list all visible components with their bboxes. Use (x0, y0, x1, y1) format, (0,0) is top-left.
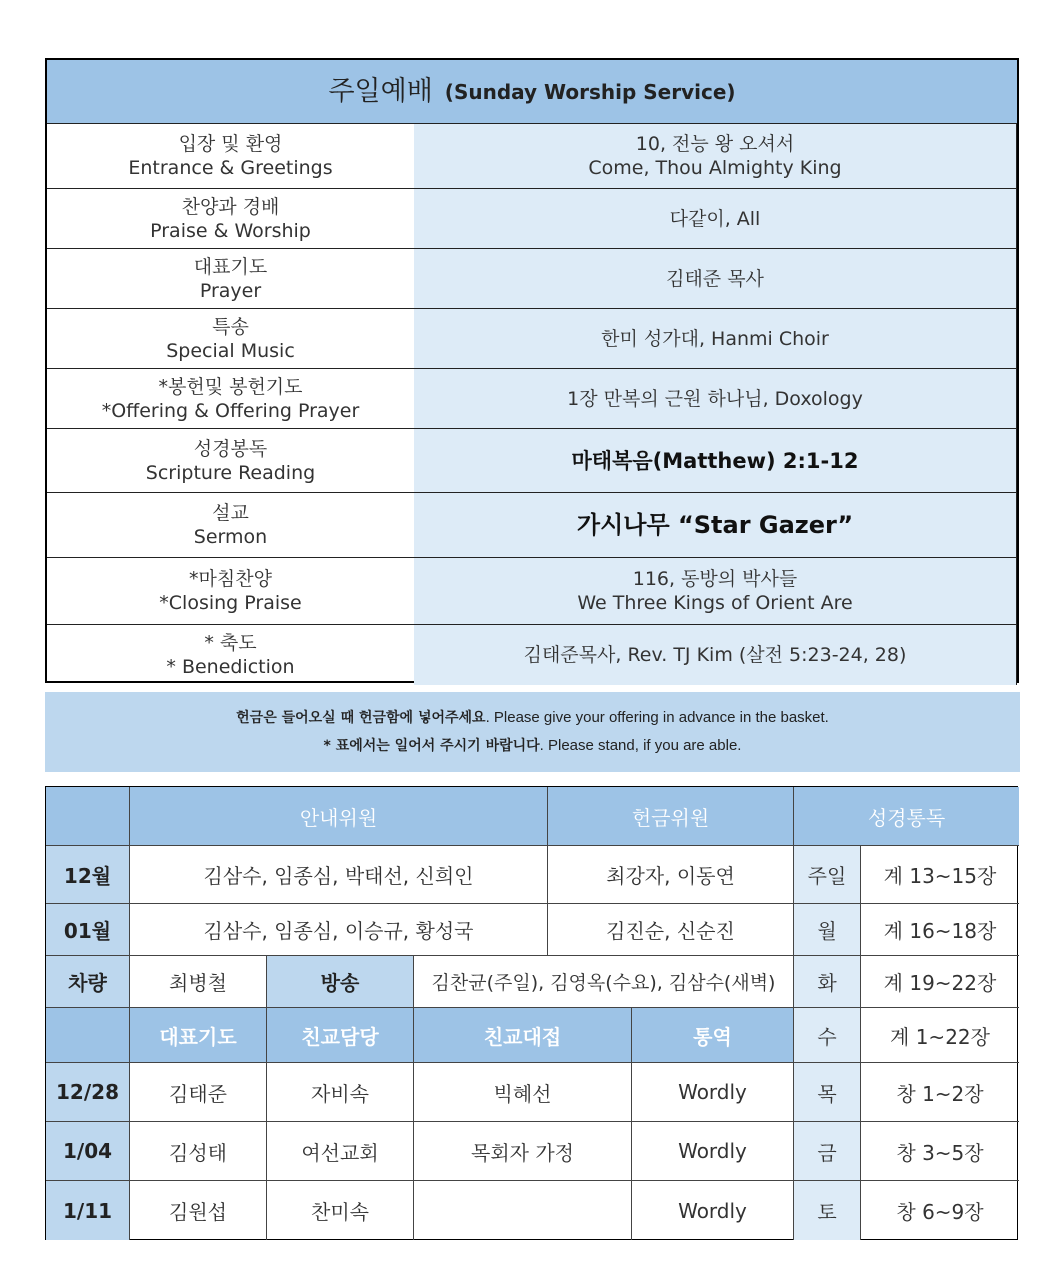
reading-day: 주일 (794, 846, 861, 904)
value: 1장 만복의 근원 하나님, Doxology (567, 387, 863, 410)
subheader-prayer: 대표기도 (130, 1008, 267, 1063)
label-en: Prayer (199, 279, 262, 302)
value-en: We Three Kings of Orient Are (577, 592, 853, 614)
header-ushers: 안내위원 (130, 787, 548, 846)
week-prayer: 김태준 (130, 1063, 267, 1122)
order-value-sermon (414, 493, 1017, 558)
reading-chapters: 창 3~5장 (861, 1122, 1019, 1181)
order-label-praise (47, 189, 414, 249)
value-ko: 116, 동방의 박사들 (632, 568, 798, 590)
order-value-offering (414, 369, 1017, 429)
value: 김태준목사, Rev. TJ Kim (살전 5:23-24, 28) (523, 644, 907, 666)
label-en: *Closing Praise (159, 592, 302, 614)
week-prayer: 김원섭 (130, 1181, 267, 1240)
reading-chapters: 창 6~9장 (896, 1200, 984, 1224)
duty-table (45, 786, 1018, 1240)
worship-order-table (45, 58, 1019, 683)
ushers-cell: 김삼수, 임종심, 이승규, 황성국 (130, 904, 548, 956)
subheader-interpretation: 통역 (632, 1008, 794, 1063)
label-ko: 특송 (212, 315, 249, 338)
label-en: Praise & Worship (150, 219, 311, 242)
reading-chapters: 계 1~22장 (861, 1008, 1019, 1063)
label-ko: 성경봉독 (193, 437, 268, 460)
worship-title (47, 60, 1017, 124)
notice-line-1-en: . Please give your offering in advance in the basket. (485, 709, 829, 726)
order-label-special-music (47, 309, 414, 369)
week-fellowship-lead: 여선교회 (267, 1122, 414, 1181)
label-ko: 입장 및 환영 (178, 133, 283, 155)
order-value-praise (414, 189, 1017, 249)
month-label: 12월 (46, 846, 130, 904)
label-en: Special Music (166, 339, 295, 362)
notice-line-2 (324, 732, 742, 760)
header-corner (46, 787, 130, 846)
week-fellowship-lead: 찬미속 (267, 1181, 414, 1240)
order-label-scripture (47, 429, 414, 493)
week-prayer: 김성태 (130, 1122, 267, 1181)
value: 가시나무 “Star Gazer” (576, 511, 854, 539)
order-value-prayer (414, 249, 1017, 309)
week-interpretation: Wordly (632, 1063, 794, 1122)
label-en: * Benediction (166, 656, 295, 678)
reading-chapters: 계 19~22장 (861, 956, 1019, 1008)
reading-chapters: 계 16~18장 (861, 904, 1019, 956)
week-interpretation: Wordly (632, 1122, 794, 1181)
value: 김태준 목사 (666, 267, 764, 290)
week-fellowship-lead: 자비속 (267, 1063, 414, 1122)
notice-line-2-ko: * 표에서는 일어서 주시기 바랍니다 (323, 738, 540, 754)
broadcast-names: 김찬균(주일), 김영옥(수요), 김삼수(새벽) (414, 956, 794, 1008)
header-offering: 헌금위원 (548, 787, 794, 846)
worship-title-en: (Sunday Worship Service) (444, 79, 736, 104)
value: 다같이, All (669, 207, 761, 230)
label-en: Entrance & Greetings (128, 157, 333, 179)
notice-box (45, 692, 1020, 772)
month-label: 01월 (46, 904, 130, 956)
subheader-corner (46, 1008, 130, 1063)
label-en: Scripture Reading (145, 461, 316, 484)
value: 마태복음(Matthew) 2:1-12 (571, 448, 859, 473)
reading-day: 월 (794, 904, 861, 956)
label-ko: 대표기도 (193, 255, 268, 278)
label-ko: 찬양과 경배 (181, 195, 280, 218)
vehicle-name: 최병철 (130, 956, 267, 1008)
ushers-cell: 김삼수, 임종심, 박태선, 신희인 (130, 846, 548, 904)
week-fellowship-host: 목회자 가정 (414, 1122, 632, 1181)
vehicle-label: 차량 (46, 956, 130, 1008)
notice-line-1-ko: 헌금은 들어오실 때 헌금함에 넣어주세요 (236, 710, 486, 726)
broadcast-label: 방송 (267, 956, 414, 1008)
order-label-sermon (47, 493, 414, 558)
reading-chapters: 계 13~15장 (861, 846, 1019, 904)
notice-line-1 (236, 704, 829, 732)
week-date: 1/04 (46, 1122, 130, 1181)
label-en: Sermon (193, 526, 268, 548)
offering-cell: 최강자, 이동연 (548, 846, 794, 904)
order-label-entrance (47, 124, 414, 189)
reading-day: 화 (794, 956, 861, 1008)
value-ko: 10, 전능 왕 오셔서 (635, 133, 795, 155)
label-ko: *봉헌및 봉헌기도 (158, 375, 303, 398)
subheader-fellowship-host: 친교대접 (414, 1008, 632, 1063)
offering-cell: 김진순, 신순진 (548, 904, 794, 956)
order-label-offering (47, 369, 414, 429)
value-en: Come, Thou Almighty King (588, 157, 842, 179)
week-fellowship-host: 빅혜선 (414, 1063, 632, 1122)
header-bible-reading: 성경통독 (794, 787, 1019, 846)
order-value-scripture (414, 429, 1017, 493)
label-en: *Offering & Offering Prayer (101, 399, 360, 422)
reading-day: 수 (794, 1008, 861, 1063)
value: 한미 성가대, Hanmi Choir (601, 327, 829, 350)
worship-title-ko: 주일예배 (328, 75, 433, 107)
label-ko: 설교 (212, 502, 249, 524)
week-fellowship-host (414, 1181, 632, 1240)
order-value-benediction (414, 625, 1017, 685)
reading-day: 금 (794, 1122, 861, 1181)
subheader-fellowship-lead: 친교담당 (267, 1008, 414, 1063)
order-label-benediction (47, 625, 414, 685)
label-ko: * 축도 (204, 632, 257, 654)
reading-day: 목 (794, 1063, 861, 1122)
label-ko: *마침찬양 (189, 568, 272, 590)
reading-chapters: 창 1~2장 (861, 1063, 1019, 1122)
week-date: 1/11 (46, 1181, 130, 1240)
week-interpretation: Wordly (632, 1181, 794, 1240)
notice-line-2-en: . Please stand, if you are able. (539, 737, 742, 754)
order-value-entrance (414, 124, 1017, 189)
week-date: 12/28 (46, 1063, 130, 1122)
order-label-prayer (47, 249, 414, 309)
order-label-closing (47, 558, 414, 625)
reading-day: 토 (794, 1181, 861, 1240)
order-value-special-music (414, 309, 1017, 369)
order-value-closing (414, 558, 1017, 625)
